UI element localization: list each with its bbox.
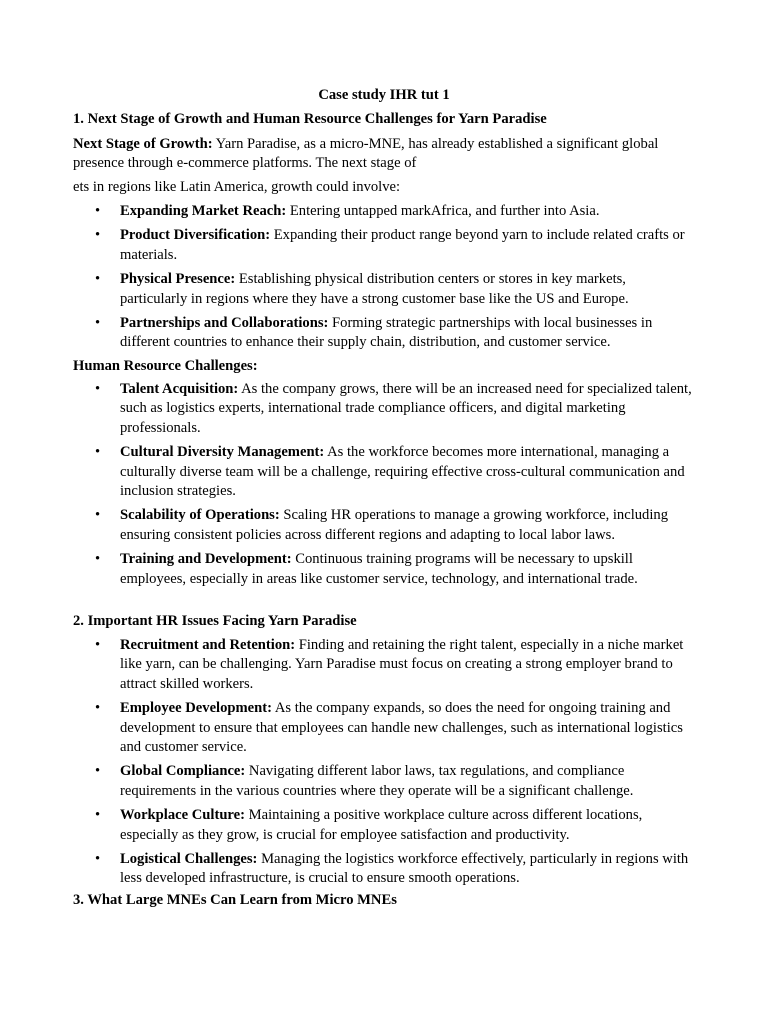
intro-label: Next Stage of Growth: (73, 136, 213, 152)
bullet-icon: • (95, 271, 101, 288)
item-text: Entering untapped markAfrica, and further into Asia. (286, 203, 600, 219)
item-text: As the company expands, so does the need for ongoing training and development to ensure that employees can handle new challenges, such as international logistics and customer service. (120, 700, 683, 756)
item-label: Product Diversification: (120, 227, 271, 244)
section2-heading: 2. Important HR Issues Facing Yarn Paradise (73, 613, 357, 629)
bullet-icon: • (95, 507, 101, 524)
list-item (0, 762, 695, 801)
bullet-icon: • (95, 807, 101, 824)
bullet-icon: • (95, 227, 101, 244)
list-item (0, 699, 695, 757)
list-item (0, 226, 695, 265)
item-text: Expanding their product range beyond yarn to include related crafts or materials. (120, 227, 685, 263)
bullet-icon: • (95, 763, 101, 780)
list-item (0, 506, 695, 545)
item-label: Partnerships and Collaborations: (120, 315, 329, 332)
growth-list (0, 202, 768, 353)
item-label: Scalability of Operations: (120, 507, 280, 524)
list-item (0, 270, 695, 309)
section1-intro-continued: ets in regions like Latin America, growth could involve: (73, 179, 401, 195)
list-item (0, 443, 695, 501)
bullet-icon: • (95, 381, 101, 397)
section1-intro (73, 135, 701, 174)
item-label: Expanding Market Reach: (120, 203, 287, 219)
document-title: Case study IHR tut 1 (318, 87, 450, 103)
hr-issues-list (0, 636, 768, 889)
list-item (0, 636, 695, 694)
item-text: Continuous training programs will be necessary to upskill employees, especially in areas like customer service, technology, and international trade. (120, 551, 638, 587)
bullet-icon: • (95, 203, 101, 219)
intro-text: Yarn Paradise, as a micro-MNE, has already established a significant global presence through e-commerce platforms. The next stage of (73, 136, 659, 172)
item-label: Workplace Culture: (120, 807, 245, 824)
list-item (0, 806, 695, 845)
list-item (0, 550, 695, 589)
hr-challenges-heading: Human Resource Challenges: (73, 358, 258, 374)
item-label: Training and Development: (120, 551, 292, 568)
bullet-icon: • (95, 851, 101, 868)
item-label: Recruitment and Retention: (120, 637, 296, 653)
item-label: Employee Development: (120, 700, 272, 717)
item-label: Cultural Diversity Management: (120, 444, 325, 461)
item-text: As the workforce becomes more international, managing a culturally diverse team will be a challenge, requiring effective cross-cultural communication and inclusion strategies. (120, 444, 685, 500)
item-text: Forming strategic partnerships with local businesses in different countries to enhance their supply chain, distribution, and customer service. (120, 315, 653, 351)
item-text: Scaling HR operations to manage a growing workforce, including ensuring consistent policies across different regions and adapting to local labor laws. (120, 507, 668, 543)
item-text: Establishing physical distribution centers or stores in key markets, particularly in regions where they have a strong customer base like the US and Europe. (120, 271, 629, 307)
item-text: Finding and retaining the right talent, especially in a niche market like yarn, can be challenging. Yarn Paradise must focus on creating a strong employer brand to attract skilled workers. (120, 637, 684, 692)
list-item (0, 202, 695, 221)
item-label: Global Compliance: (120, 763, 246, 780)
item-text: Managing the logistics workforce effectively, particularly in regions with less developed infrastructure, is crucial to ensure smooth operations. (120, 851, 689, 887)
bullet-icon: • (95, 444, 101, 461)
bullet-icon: • (95, 700, 101, 717)
section1-heading: 1. Next Stage of Growth and Human Resource Challenges for Yarn Paradise (73, 111, 547, 127)
list-item (0, 314, 695, 353)
item-text: Maintaining a positive workplace culture across different locations, especially as they grow, is crucial for employee satisfaction and productivity. (120, 807, 643, 843)
section3-heading: 3. What Large MNEs Can Learn from Micro MNEs (73, 892, 397, 908)
bullet-icon: • (95, 551, 101, 568)
bullet-icon: • (95, 637, 101, 653)
item-label: Talent Acquisition: (120, 381, 239, 397)
list-item (0, 850, 695, 889)
bullet-icon: • (95, 315, 101, 332)
item-text: Navigating different labor laws, tax regulations, and compliance requirements in the various countries where they operate will be a significant challenge. (120, 763, 634, 799)
list-item (0, 380, 695, 438)
item-label: Logistical Challenges: (120, 851, 258, 868)
hr-challenges-list (0, 380, 768, 589)
item-label: Physical Presence: (120, 271, 236, 288)
item-text: As the company grows, there will be an increased need for specialized talent, such as logistics experts, international trade compliance officers, and digital marketing professionals. (120, 381, 692, 436)
